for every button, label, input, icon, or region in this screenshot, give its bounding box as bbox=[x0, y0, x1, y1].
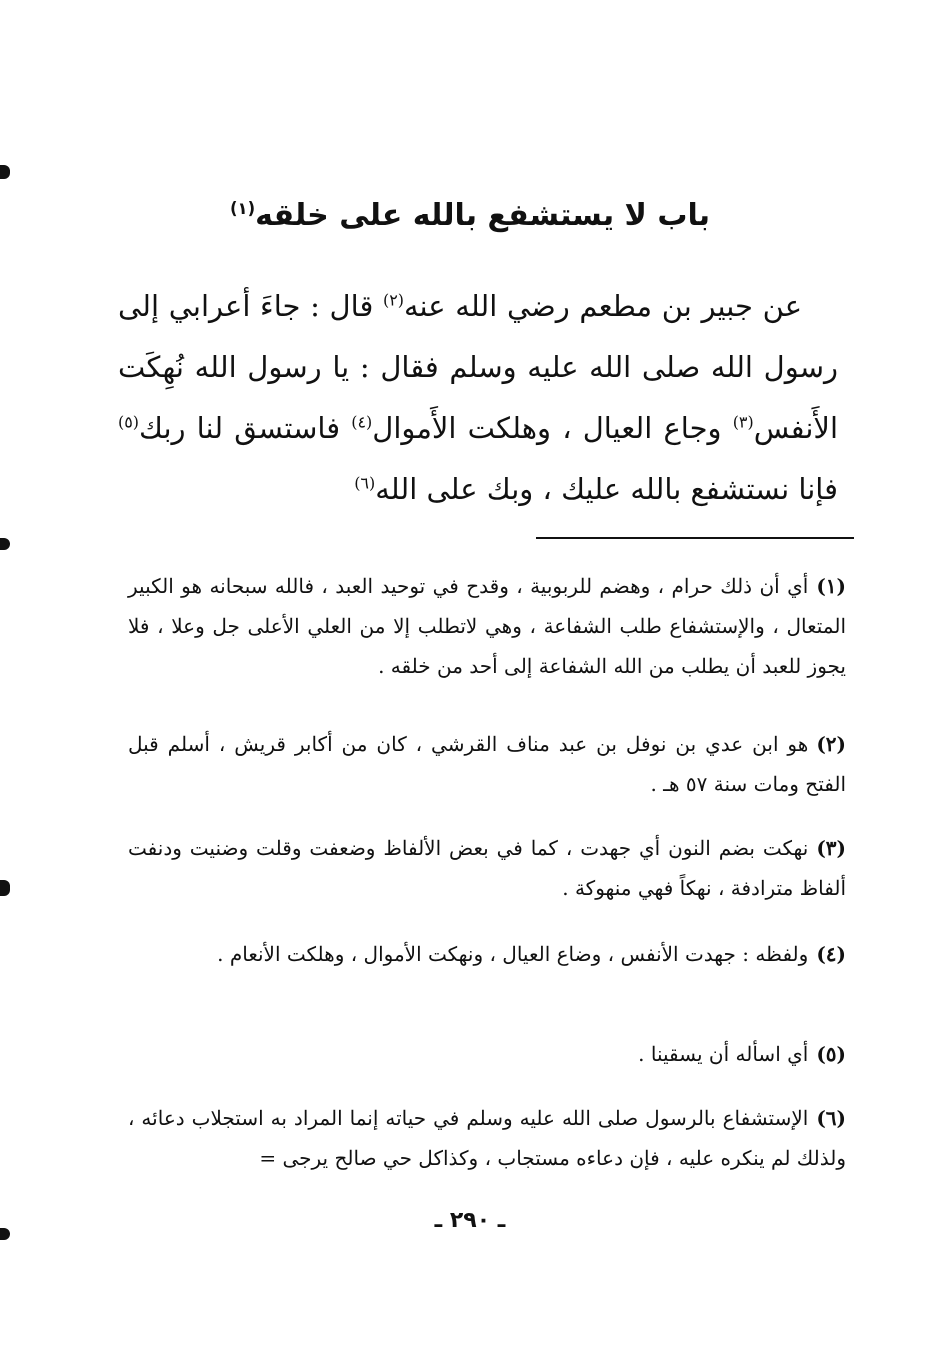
hadith-part: فاستسق لنا ربك bbox=[139, 411, 352, 445]
footnote-text: أي أن ذلك حرام ، وهضم للربوبية ، وقدح في توحيد العبد ، فالله سبحانه هو الكبير المتعال ، والإستشفاع طلب الشفاعة ، وهي لاتطلب إلا من العلي الأعلى جل وعلا ، فلا يجوز للعبد أن يطلب من الله الشفاعة إلى أحد من خلقه . bbox=[128, 574, 846, 678]
chapter-title-text: باب لا يستشفع بالله على خلقه bbox=[255, 198, 711, 233]
footnote-ref: (٥) bbox=[118, 412, 139, 432]
hadith-part: قال : جاءَ أعرابي إلى رسول الله صلى الله عليه وسلم فقال : يا رسول الله نُهِكَت الأَنفس bbox=[118, 289, 838, 445]
footnote bbox=[128, 1098, 846, 1178]
hadith-part: وجاع العيال ، وهلكت الأَموال bbox=[372, 411, 733, 445]
footnote bbox=[128, 828, 846, 908]
binding-mark bbox=[0, 165, 10, 179]
hadith-part: عن جبير بن مطعم رضي الله عنه bbox=[404, 289, 802, 323]
hadith-part: فإنا نستشفع بالله عليك ، وبك على الله bbox=[375, 472, 838, 506]
footnote-number: (٢) bbox=[816, 732, 846, 756]
footnote bbox=[128, 724, 846, 804]
footnote bbox=[128, 1034, 846, 1074]
footnote-number: (٣) bbox=[816, 836, 846, 860]
page-number: ـ ٢٩٠ ـ bbox=[434, 1208, 506, 1233]
hadith-text bbox=[118, 276, 838, 520]
footnote-ref: (١) bbox=[229, 199, 256, 218]
footnote-divider bbox=[536, 537, 854, 539]
footnote bbox=[128, 934, 846, 974]
binding-mark bbox=[0, 1228, 10, 1240]
footnote-text: نهكت بضم النون أي جهدت ، كما في بعض الألفاظ وضعفت وقلت وضنيت ودنفت ألفاظ مترادفة ، نهكاً فهي منهوكة . bbox=[128, 836, 846, 900]
binding-mark bbox=[0, 880, 10, 896]
footnote-ref: (٤) bbox=[351, 412, 373, 432]
footnote-text: ولفظه : جهدت الأنفس ، وضاع العيال ، ونهكت الأموال ، وهلكت الأنعام . bbox=[217, 942, 809, 966]
chapter-title bbox=[150, 192, 790, 240]
footnote-text: هو ابن عدي بن نوفل بن عبد مناف القرشي ، كان من أكابر قريش ، أسلم قبل الفتح ومات سنة ٥٧ هـ . bbox=[128, 732, 846, 796]
footnote-ref: (٢) bbox=[383, 290, 404, 310]
footnote bbox=[128, 566, 846, 686]
footnote-number: (١) bbox=[816, 574, 846, 598]
footnote-ref: (٦) bbox=[354, 473, 376, 493]
footnote-number: (٤) bbox=[816, 942, 846, 966]
footnote-number: (٦) bbox=[816, 1106, 846, 1130]
footnote-text: أي اسأله أن يسقينا . bbox=[638, 1042, 809, 1066]
footnote-number: (٥) bbox=[816, 1042, 846, 1066]
binding-mark bbox=[0, 538, 10, 550]
footnote-text: الإستشفاع بالرسول صلى الله عليه وسلم في حياته إنما المراد به استجلاب دعائه ، ولذلك لم ينكره عليه ، فإن دعاءه مستجاب ، وكذاكل حي صالح يرجى = bbox=[128, 1106, 846, 1170]
footnote-ref: (٣) bbox=[732, 412, 754, 432]
